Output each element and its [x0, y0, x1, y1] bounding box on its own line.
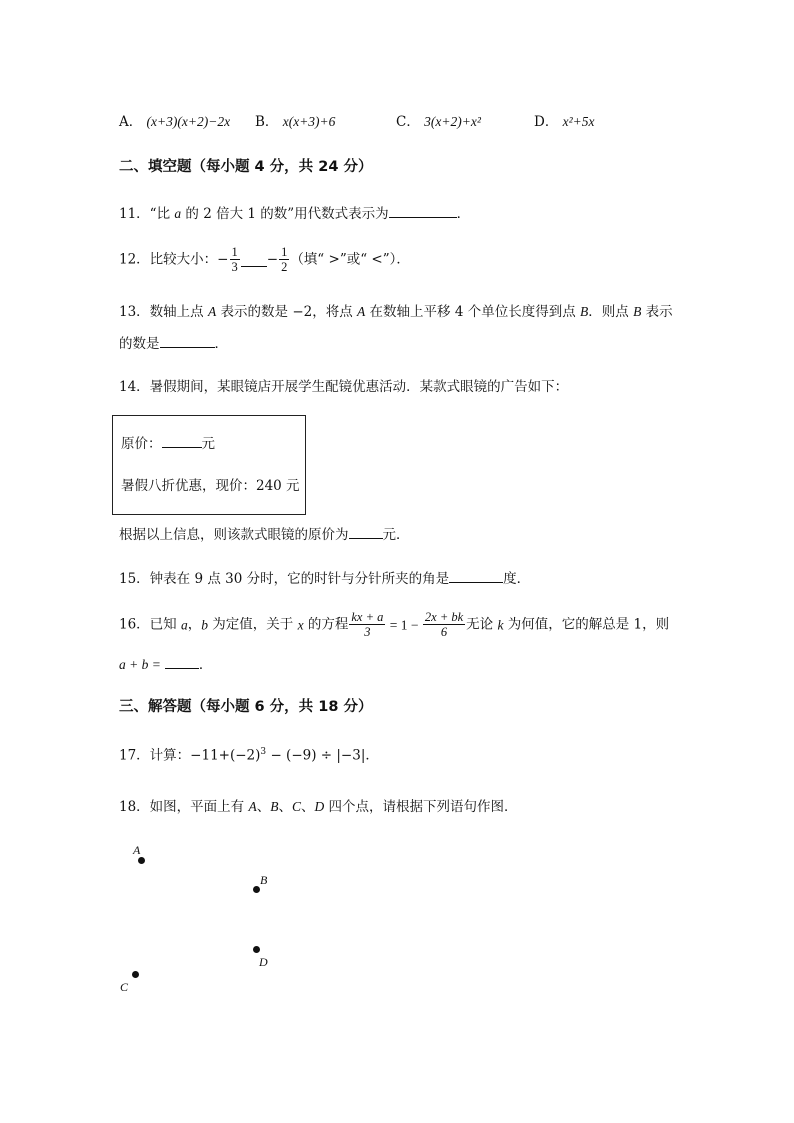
choice-d-label: D．: [534, 114, 559, 130]
choice-b-expr: x(x+3)+6: [282, 114, 336, 129]
fraction-1: $\frac{1}{3}$: [231, 245, 238, 275]
question-17: 17．计算：$-11+(-2)^3 - (-9) \div |-3|$．: [119, 747, 379, 764]
ad-row-original-price: 原价： 元: [121, 436, 215, 452]
point-a: [138, 857, 145, 864]
ad-row-discount: 暑假八折优惠，现价：240 元: [121, 478, 300, 494]
answer-blank[interactable]: [449, 570, 503, 583]
question-15: 15．钟表在 9 点 30 分时，它的时针与分针所夹的角是 度．: [119, 571, 531, 587]
choice-c-label: C．: [396, 114, 420, 130]
choice-b-label: B．: [255, 114, 279, 130]
point-b-label: B: [260, 873, 268, 887]
question-14-after: 根据以上信息，则该款式眼镜的原价为 元．: [119, 527, 410, 543]
choice-c-expr: 3(x+2)+x²: [424, 114, 481, 129]
question-14: 14．暑假期间，某眼镜店开展学生配镜优惠活动．某款式眼镜的广告如下：: [119, 379, 569, 395]
fraction-right: $\frac{2x + bk}{6}$: [424, 610, 464, 640]
question-16-line1: 16．已知 a，b 为定值，关于 x 的方程 $\frac{kx + a}{3}$ = 1 − $\frac{2x + bk}{6}$ 无论 k 为何值，它的解总是 1，则: [119, 610, 670, 640]
answer-blank[interactable]: [165, 656, 199, 669]
section2-title: 二、填空题（每小题 4 分，共 24 分）: [119, 159, 373, 175]
choice-b: [255, 110, 335, 130]
fraction-2: $\frac{1}{2}$: [281, 245, 288, 275]
choice-d: [534, 110, 595, 130]
point-c: [132, 971, 139, 978]
point-d-label: D: [259, 955, 268, 969]
fraction-left: $\frac{kx + a}{3}$: [351, 610, 384, 640]
answer-blank[interactable]: [389, 205, 457, 218]
question-18: 18．如图，平面上有 A、B、C、D 四个点，请根据下列语句作图．: [119, 799, 518, 815]
point-b: [253, 886, 260, 893]
question-13-line2: 的数是 ．: [119, 336, 228, 352]
answer-blank[interactable]: [241, 254, 267, 267]
question-11: 11．“比 a 的 2 倍大 1 的数”用代数式表示为 ．: [119, 206, 471, 222]
choice-d-expr: x²+5x: [562, 114, 595, 129]
answer-blank[interactable]: [349, 526, 383, 539]
point-c-label: C: [120, 980, 129, 994]
point-d: [253, 946, 260, 953]
choice-a-label: A．: [119, 114, 143, 130]
advertisement-box: [112, 415, 306, 515]
choice-a: [119, 110, 230, 130]
section3-title: 三、解答题（每小题 6 分，共 18 分）: [119, 699, 373, 715]
answer-blank[interactable]: [160, 335, 215, 348]
point-a-label: A: [133, 843, 141, 857]
question-13-line1: 13．数轴上点 A 表示的数是 −2，将点 A 在数轴上平移 4 个单位长度得到点 B．则点 B 表示: [119, 304, 673, 320]
choice-a-expr: (x+3)(x+2)−2x: [146, 114, 231, 129]
choice-c: [396, 110, 481, 130]
question-12: 12．比较大小：− $\frac{1}{3}$ − $\frac{1}{2}$ （填“ >”或“ <”）．: [119, 245, 410, 275]
question-16-line2: a + b = ．: [119, 657, 213, 673]
answer-blank[interactable]: [162, 435, 202, 448]
